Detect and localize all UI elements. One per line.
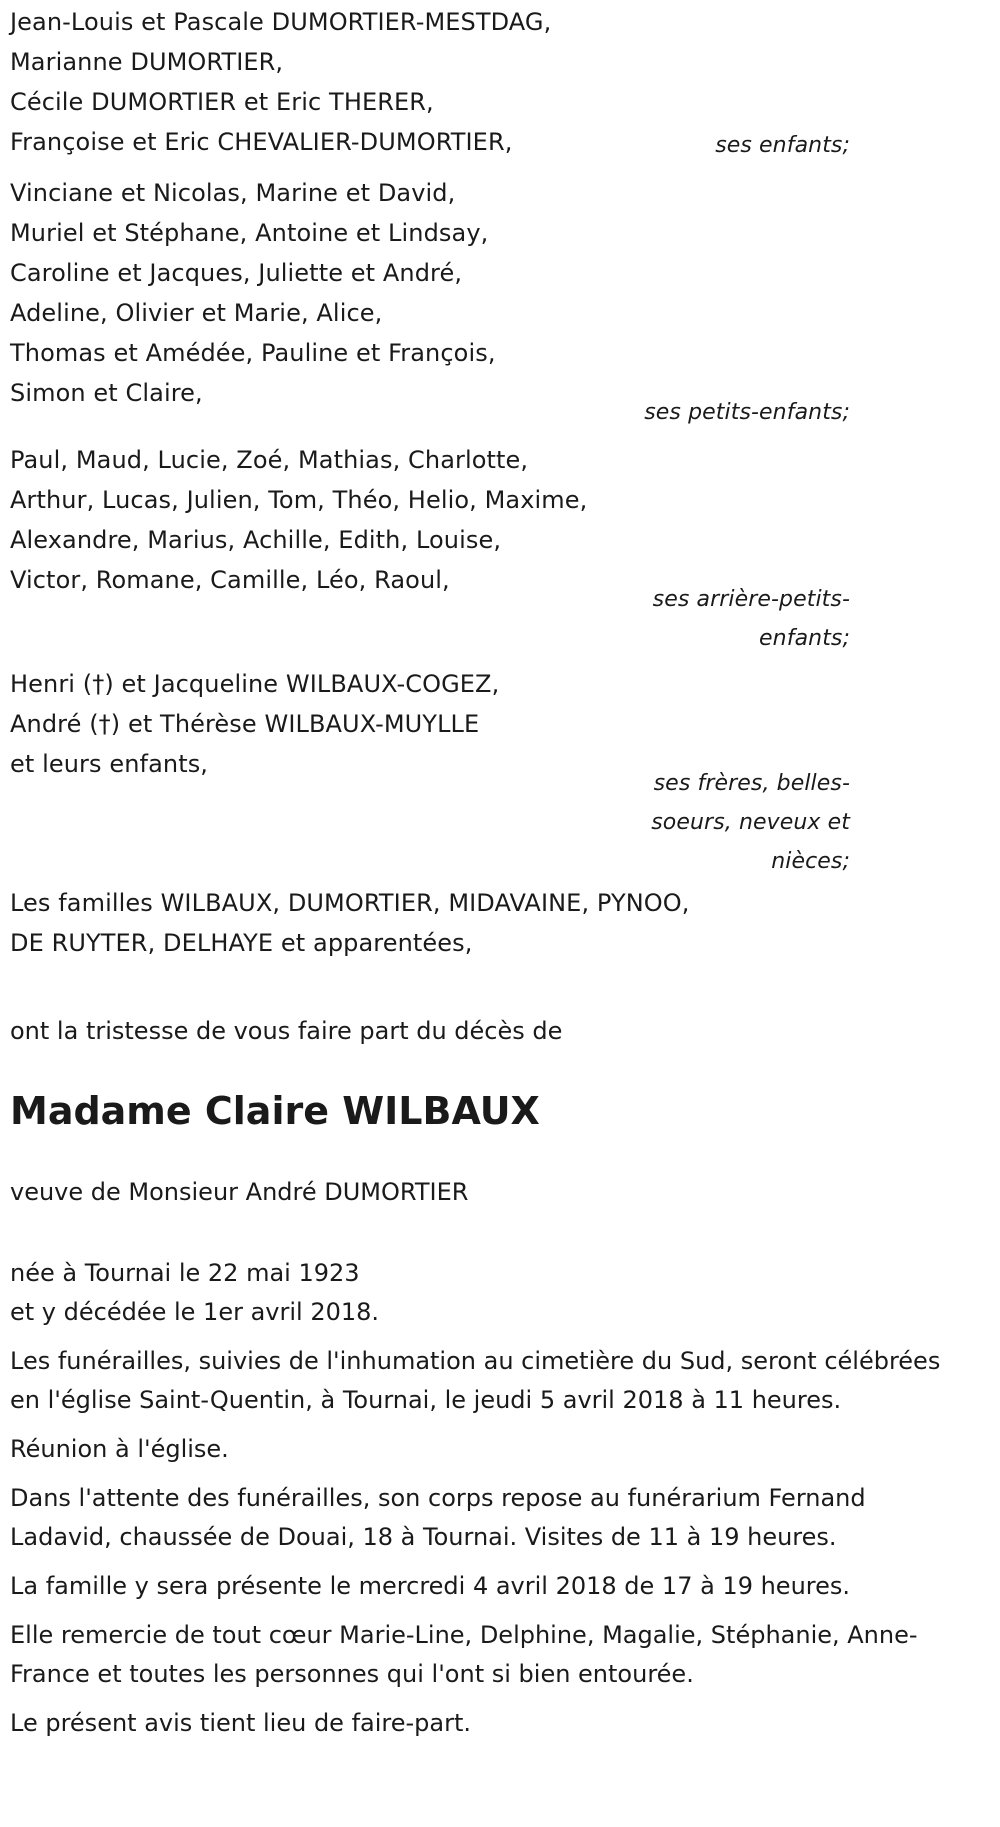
name-line: Jean-Louis et Pascale DUMORTIER-MESTDAG, bbox=[10, 8, 552, 36]
name-line: Marianne DUMORTIER, bbox=[10, 48, 284, 76]
thanks-note: Elle remercie de tout cœur Marie-Line, Delphine, Magalie, Stéphanie, Anne-France et toutes les personnes qui l'ont si bien entourée. bbox=[10, 1621, 918, 1688]
family-group-siblings bbox=[10, 664, 1000, 881]
extended-families bbox=[10, 883, 1000, 963]
family-presence: La famille y sera présente le mercredi 4 avril 2018 de 17 à 19 heures. bbox=[10, 1572, 851, 1600]
name-line: Arthur, Lucas, Julien, Tom, Théo, Helio, Maxime, bbox=[10, 486, 588, 514]
deceased-name: Madame Claire WILBAUX bbox=[10, 1089, 540, 1133]
birth-line: née à Tournai le 22 mai 1923 bbox=[10, 1259, 360, 1287]
death-line: et y décédée le 1er avril 2018. bbox=[10, 1298, 380, 1326]
obituary-text bbox=[10, 0, 1000, 1753]
name-line: Paul, Maud, Lucie, Zoé, Mathias, Charlotte, bbox=[10, 446, 529, 474]
gathering-note: Réunion à l'église. bbox=[10, 1435, 229, 1463]
name-line: Victor, Romane, Camille, Léo, Raoul, bbox=[10, 566, 450, 594]
names-list bbox=[10, 173, 770, 413]
relation-label bbox=[590, 126, 850, 165]
announcement-intro: ont la tristesse de vous faire part du décès de bbox=[10, 1017, 563, 1045]
name-line: Vinciane et Nicolas, Marine et David, bbox=[10, 179, 456, 207]
funerarium-details: Dans l'attente des funérailles, son corps repose au funérarium Fernand Ladavid, chaussée de Douai, 18 à Tournai. Visites de 11 à 19 heures. bbox=[10, 1484, 866, 1551]
name-line: André (†) et Thérèse WILBAUX-MUYLLE bbox=[10, 710, 480, 738]
name-line: Caroline et Jacques, Juliette et André, bbox=[10, 259, 463, 287]
name-line: et leurs enfants, bbox=[10, 750, 209, 778]
family-group-children bbox=[10, 2, 1000, 165]
name-line: Cécile DUMORTIER et Eric THERER, bbox=[10, 88, 434, 116]
family-group-great-grandchildren bbox=[10, 440, 1000, 658]
relation-line: enfants; bbox=[759, 626, 850, 651]
family-group-grandchildren bbox=[10, 173, 1000, 432]
closing-note: Le présent avis tient lieu de faire-part. bbox=[10, 1709, 472, 1737]
relation-line: ses petits-enfants; bbox=[644, 400, 850, 425]
name-line: Thomas et Amédée, Pauline et François, bbox=[10, 339, 496, 367]
relation-label bbox=[590, 393, 850, 432]
name-line: Les familles WILBAUX, DUMORTIER, MIDAVAINE, PYNOO, bbox=[10, 889, 690, 917]
relation-line: ses frères, belles- bbox=[653, 771, 850, 796]
relation-line: ses enfants; bbox=[715, 133, 850, 158]
name-line: DE RUYTER, DELHAYE et apparentées, bbox=[10, 929, 473, 957]
names-list bbox=[10, 883, 770, 963]
name-line: Françoise et Eric CHEVALIER-DUMORTIER, bbox=[10, 128, 513, 156]
relation-label bbox=[590, 764, 850, 881]
funeral-details: Les funérailles, suivies de l'inhumation au cimetière du Sud, seront célébrées en l'église Saint-Quentin, à Tournai, le jeudi 5 avril 2018 à 11 heures. bbox=[10, 1347, 941, 1414]
relation-line: soeurs, neveux et bbox=[651, 810, 850, 835]
widow-of-line: veuve de Monsieur André DUMORTIER bbox=[10, 1178, 469, 1206]
relation-label bbox=[590, 580, 850, 658]
name-line: Simon et Claire, bbox=[10, 379, 203, 407]
name-line: Muriel et Stéphane, Antoine et Lindsay, bbox=[10, 219, 489, 247]
relation-line: nièces; bbox=[771, 849, 850, 874]
names-list bbox=[10, 440, 770, 600]
name-line: Adeline, Olivier et Marie, Alice, bbox=[10, 299, 383, 327]
name-line: Alexandre, Marius, Achille, Edith, Louise, bbox=[10, 526, 502, 554]
name-line: Henri (†) et Jacqueline WILBAUX-COGEZ, bbox=[10, 670, 500, 698]
relation-line: ses arrière-petits- bbox=[652, 587, 850, 612]
